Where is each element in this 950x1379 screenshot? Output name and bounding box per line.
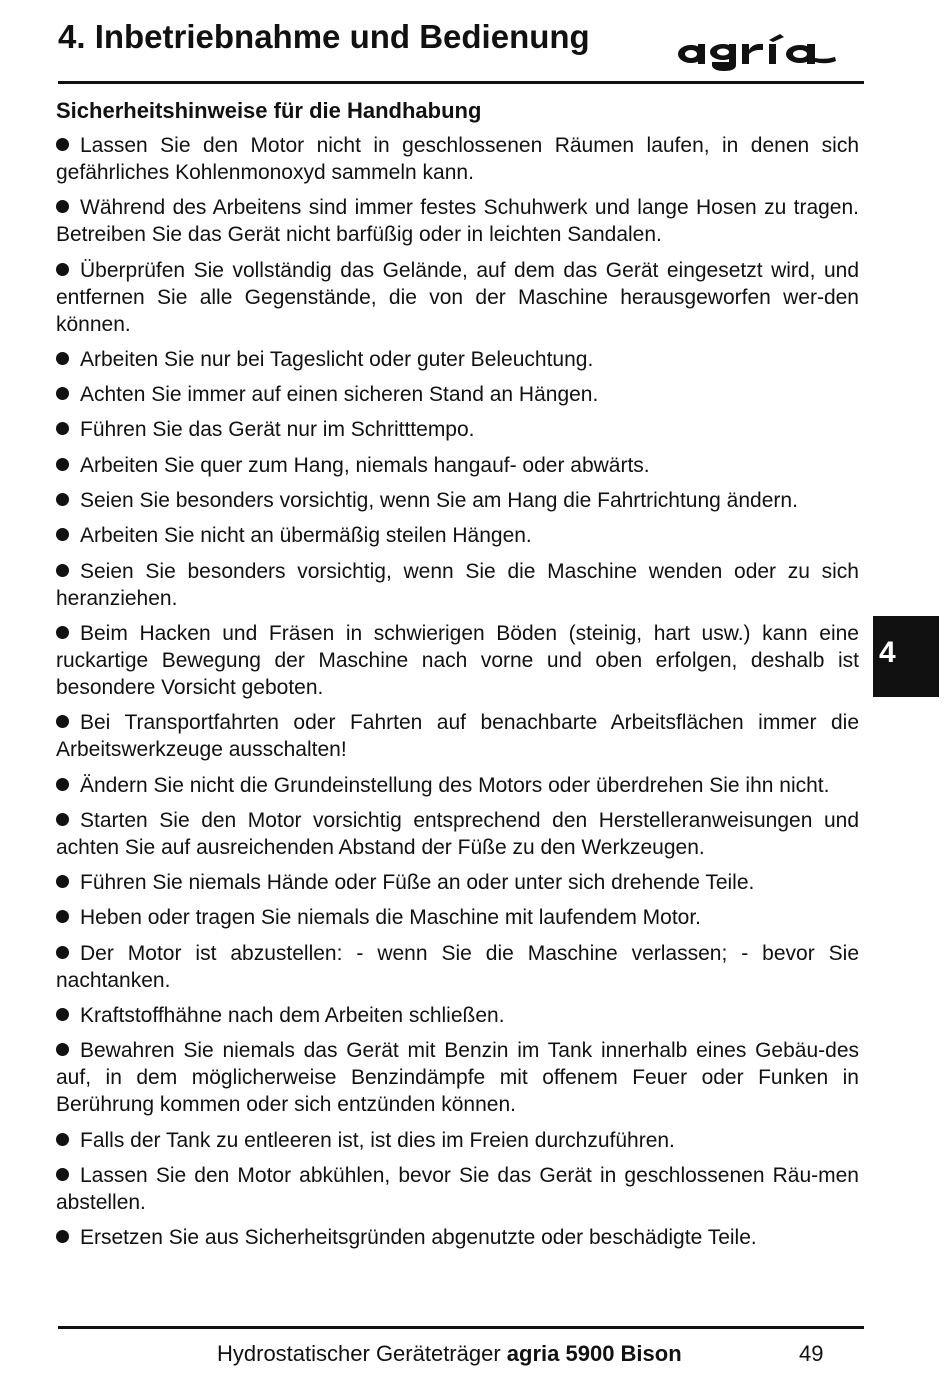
list-item-text: Führen Sie niemals Hände oder Füße an oder unter sich drehende Teile. <box>80 871 755 895</box>
list-item <box>56 1127 859 1154</box>
list-item-text: Seien Sie besonders vorsichtig, wenn Sie am Hang die Fahrtrichtung ändern. <box>80 489 798 513</box>
list-item <box>56 416 859 443</box>
bullet-icon <box>56 946 69 959</box>
list-item-text: Seien Sie besonders vorsichtig, wenn Sie die Maschine wenden oder zu sich heranziehen. <box>56 559 859 610</box>
bullet-icon <box>56 1043 69 1056</box>
list-item-text: Kraftstoffhähne nach dem Arbeiten schließen. <box>80 1004 505 1028</box>
list-item-text: Überprüfen Sie vollständig das Gelände, auf dem das Gerät eingesetzt wird, und entfernen Sie alle Gegenstände, die von der Maschine herausgeworfen wer-den können. <box>56 258 859 336</box>
list-item <box>56 620 859 701</box>
bullet-icon <box>56 138 69 151</box>
list-item <box>56 522 859 549</box>
bullet-icon <box>56 458 69 471</box>
list-item-text: Beim Hacken und Fräsen in schwierigen Böden (steinig, hart usw.) kann eine ruckartige Bewegung der Maschine nach vorne und oben erfolgen, deshalb ist besondere Vorsicht geboten. <box>56 621 859 699</box>
list-item <box>56 194 859 248</box>
bullet-icon <box>56 1168 69 1181</box>
list-item-text: Bewahren Sie niemals das Gerät mit Benzin im Tank innerhalb eines Gebäu-des auf, in dem möglicherweise Benzindämpfe mit offenem Feuer oder Funken in Berührung kommen oder sich entzünden können. <box>56 1039 859 1117</box>
bullet-icon <box>56 626 69 639</box>
page-number: 49 <box>799 1341 824 1366</box>
list-item <box>56 1224 859 1251</box>
bullet-icon <box>56 778 69 791</box>
list-item-text: Arbeiten Sie nicht an übermäßig steilen Hängen. <box>80 524 532 548</box>
bullet-icon <box>56 813 69 826</box>
footer-divider <box>58 1326 864 1329</box>
list-item <box>56 487 859 514</box>
list-item-text: Der Motor ist abzustellen: - wenn Sie die Maschine verlassen; - bevor Sie nachtanken. <box>56 941 859 992</box>
list-item <box>56 381 859 408</box>
bullet-icon <box>56 528 69 541</box>
footer-product: agria 5900 Bison <box>506 1341 682 1366</box>
list-item-text: Lassen Sie den Motor abkühlen, bevor Sie das Gerät in geschlossenen Räu-men abstellen. <box>56 1163 859 1214</box>
list-item-text: Achten Sie immer auf einen sicheren Stand an Hängen. <box>80 383 599 407</box>
bullet-icon <box>56 263 69 276</box>
bullet-icon <box>56 1133 69 1146</box>
bullet-icon <box>56 910 69 923</box>
list-item <box>56 346 859 373</box>
list-item <box>56 1162 859 1216</box>
bullet-icon <box>56 493 69 506</box>
footer-text <box>217 1341 682 1367</box>
list-item <box>56 132 859 186</box>
list-item-text: Starten Sie den Motor vorsichtig entsprechend den Herstelleranweisungen und achten Sie auf ausreichenden Abstand der Füße zu den Werkzeugen. <box>56 808 859 859</box>
list-item-text: Arbeiten Sie nur bei Tageslicht oder guter Beleuchtung. <box>80 347 594 371</box>
bullet-icon <box>56 387 69 400</box>
list-item <box>56 807 859 861</box>
list-item <box>56 869 859 896</box>
header-divider <box>58 81 864 84</box>
list-item-text: Heben oder tragen Sie niemals die Maschine mit laufendem Motor. <box>80 906 701 930</box>
list-item-text: Bei Transportfahrten oder Fahrten auf benachbarte Arbeitsflächen immer die Arbeitswerkzeuge ausschalten! <box>56 711 859 762</box>
list-item-text: Während des Arbeitens sind immer festes Schuhwerk und lange Hosen zu tragen. Betreiben Sie das Gerät nicht barfüßig oder in leichten Sandalen. <box>56 196 859 247</box>
list-item-text: Führen Sie das Gerät nur im Schritttempo. <box>80 418 475 442</box>
agria-logo <box>676 28 842 72</box>
list-item <box>56 257 859 338</box>
bullet-icon <box>56 875 69 888</box>
list-item <box>56 1037 859 1118</box>
footer-description: Hydrostatischer Geräteträger <box>217 1341 501 1366</box>
list-item <box>56 772 859 799</box>
section-heading: Sicherheitshinweise für die Handhabung <box>56 98 482 123</box>
bullet-icon <box>56 715 69 728</box>
list-item <box>56 558 859 612</box>
bullet-icon <box>56 200 69 213</box>
list-item-text: Lassen Sie den Motor nicht in geschlossenen Räumen laufen, in denen sich gefährliches Kohlenmonoxyd sammeln kann. <box>56 134 859 184</box>
list-item <box>56 940 859 994</box>
bullet-icon <box>56 1230 69 1243</box>
safety-instructions-list <box>56 132 859 1260</box>
bullet-icon <box>56 352 69 365</box>
list-item-text: Falls der Tank zu entleeren ist, ist dies im Freien durchzuführen. <box>80 1128 675 1152</box>
list-item-text: Ersetzen Sie aus Sicherheitsgründen abgenutzte oder beschädigte Teile. <box>80 1226 757 1250</box>
list-item-text: Arbeiten Sie quer zum Hang, niemals hangauf- oder abwärts. <box>80 453 650 477</box>
bullet-icon <box>56 422 69 435</box>
chapter-tab: 4 <box>873 616 939 697</box>
bullet-icon <box>56 564 69 577</box>
list-item <box>56 904 859 931</box>
list-item <box>56 452 859 479</box>
bullet-icon <box>56 1008 69 1021</box>
list-item <box>56 1002 859 1029</box>
list-item <box>56 709 859 763</box>
list-item-text: Ändern Sie nicht die Grundeinstellung des Motors oder überdrehen Sie ihn nicht. <box>80 773 830 797</box>
page-title: 4. Inbetriebnahme und Bedienung <box>58 18 590 55</box>
